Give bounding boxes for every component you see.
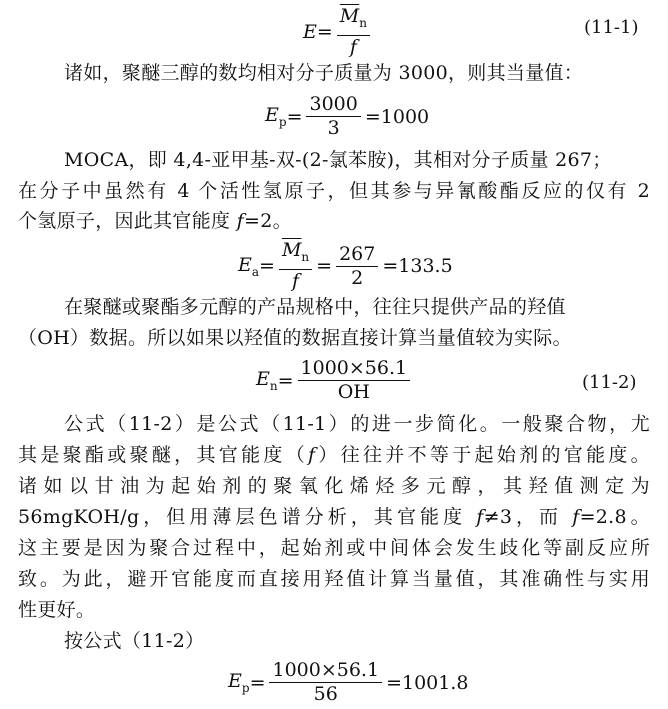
eq-denominator: 3: [327, 117, 340, 139]
eq-denominator: 2: [351, 266, 364, 289]
eq-sign: =: [316, 21, 333, 43]
eq-result: =1000: [364, 105, 430, 128]
paragraph-4-line-1: 公式（11-2）是公式（11-1）的进一步简化。一般聚合物，尤: [64, 413, 650, 435]
eq-result: =133.5: [382, 255, 453, 277]
eq-lhs: $E_p$: [265, 104, 287, 129]
eq-numerator: $\overline{M}_n$: [279, 240, 312, 270]
paragraph-1: 诸如，聚醚三醇的数均相对分子质量为 3000，则其当量值：: [64, 62, 584, 84]
eq-lhs: E: [303, 21, 317, 43]
paragraph-4-line-4: 56mgKOH/g，但用薄层色谱分析，其官能度 f≠3，而 f=2.8。: [18, 506, 650, 528]
eq-sign: =: [286, 105, 303, 128]
paragraph-2-line-3: 个氢原子，因此其官能度 f=2。: [18, 210, 292, 232]
eq-fraction: [306, 94, 360, 139]
eq-denominator: f: [292, 270, 300, 292]
equation-number-11-1: (11-1): [584, 17, 639, 38]
eq-sign: =: [249, 671, 266, 694]
eq-lhs: $E_n$: [256, 368, 278, 393]
paragraph-2-line-2: 在分子中虽然有 4 个活性氢原子，但其参与异氰酸酯反应的仅有 2: [18, 180, 650, 202]
equation-number-11-2: (11-2): [582, 372, 637, 393]
paragraph-3-line-1: 在聚醚或聚酯多元醇的产品规格中，往往只提供产品的羟值: [64, 296, 566, 318]
eq-numerator: 267: [336, 244, 378, 267]
eq-sign: =: [259, 255, 275, 277]
eq-fraction: [298, 358, 411, 403]
equation-11-2: [256, 358, 414, 403]
paragraph-4-line-3: 诸如以甘油为起始剂的聚氧化烯烃多元醇，其羟值测定为: [18, 475, 650, 497]
eq-numerator: 3000: [306, 94, 360, 117]
eq-fraction-2: [336, 244, 378, 289]
eq-fraction: [337, 6, 370, 58]
paragraph-2-line-1: MOCA，即 4,4-亚甲基-双-(2-氯苯胺)，其相对分子质量 267；: [64, 149, 612, 171]
eq-numerator: $\overline{M}_n$: [337, 6, 370, 36]
eq-result: =1001.8: [386, 671, 469, 694]
eq-fraction: [269, 660, 382, 705]
equation-ep-1: [265, 94, 429, 139]
paragraph-3-line-2: （OH）数据。所以如果以羟值的数据直接计算当量值较为实际。: [18, 327, 572, 349]
eq-lhs: $E_p$: [228, 670, 250, 695]
eq-sign-2: =: [316, 255, 333, 277]
paragraph-4-line-5: 这主要是因为聚合过程中，起始剂或中间体会发生歧化等副反应所: [18, 537, 650, 559]
equation-ep-2: [228, 660, 468, 705]
paragraph-4-line-7: 性更好。: [18, 599, 96, 621]
equation-ea: [238, 240, 453, 292]
paragraph-5: 按公式（11-2）: [64, 630, 205, 652]
eq-denominator: f: [349, 36, 357, 58]
eq-numerator: 1000×56.1: [269, 660, 382, 683]
paragraph-4-line-2: 其是聚酯或聚醚，其官能度（f）往往并不等于起始剂的官能度。: [18, 444, 650, 466]
eq-denominator: OH: [337, 381, 370, 403]
equation-11-1: [303, 6, 374, 58]
paragraph-4-line-6: 致。为此，避开官能度而直接用羟值计算当量值，其准确性与实用: [18, 568, 650, 590]
eq-lhs: $E_a$: [238, 253, 260, 279]
eq-denominator: 56: [313, 683, 338, 705]
eq-sign: =: [277, 369, 294, 392]
eq-numerator: 1000×56.1: [298, 358, 411, 381]
eq-fraction-1: [279, 240, 312, 292]
